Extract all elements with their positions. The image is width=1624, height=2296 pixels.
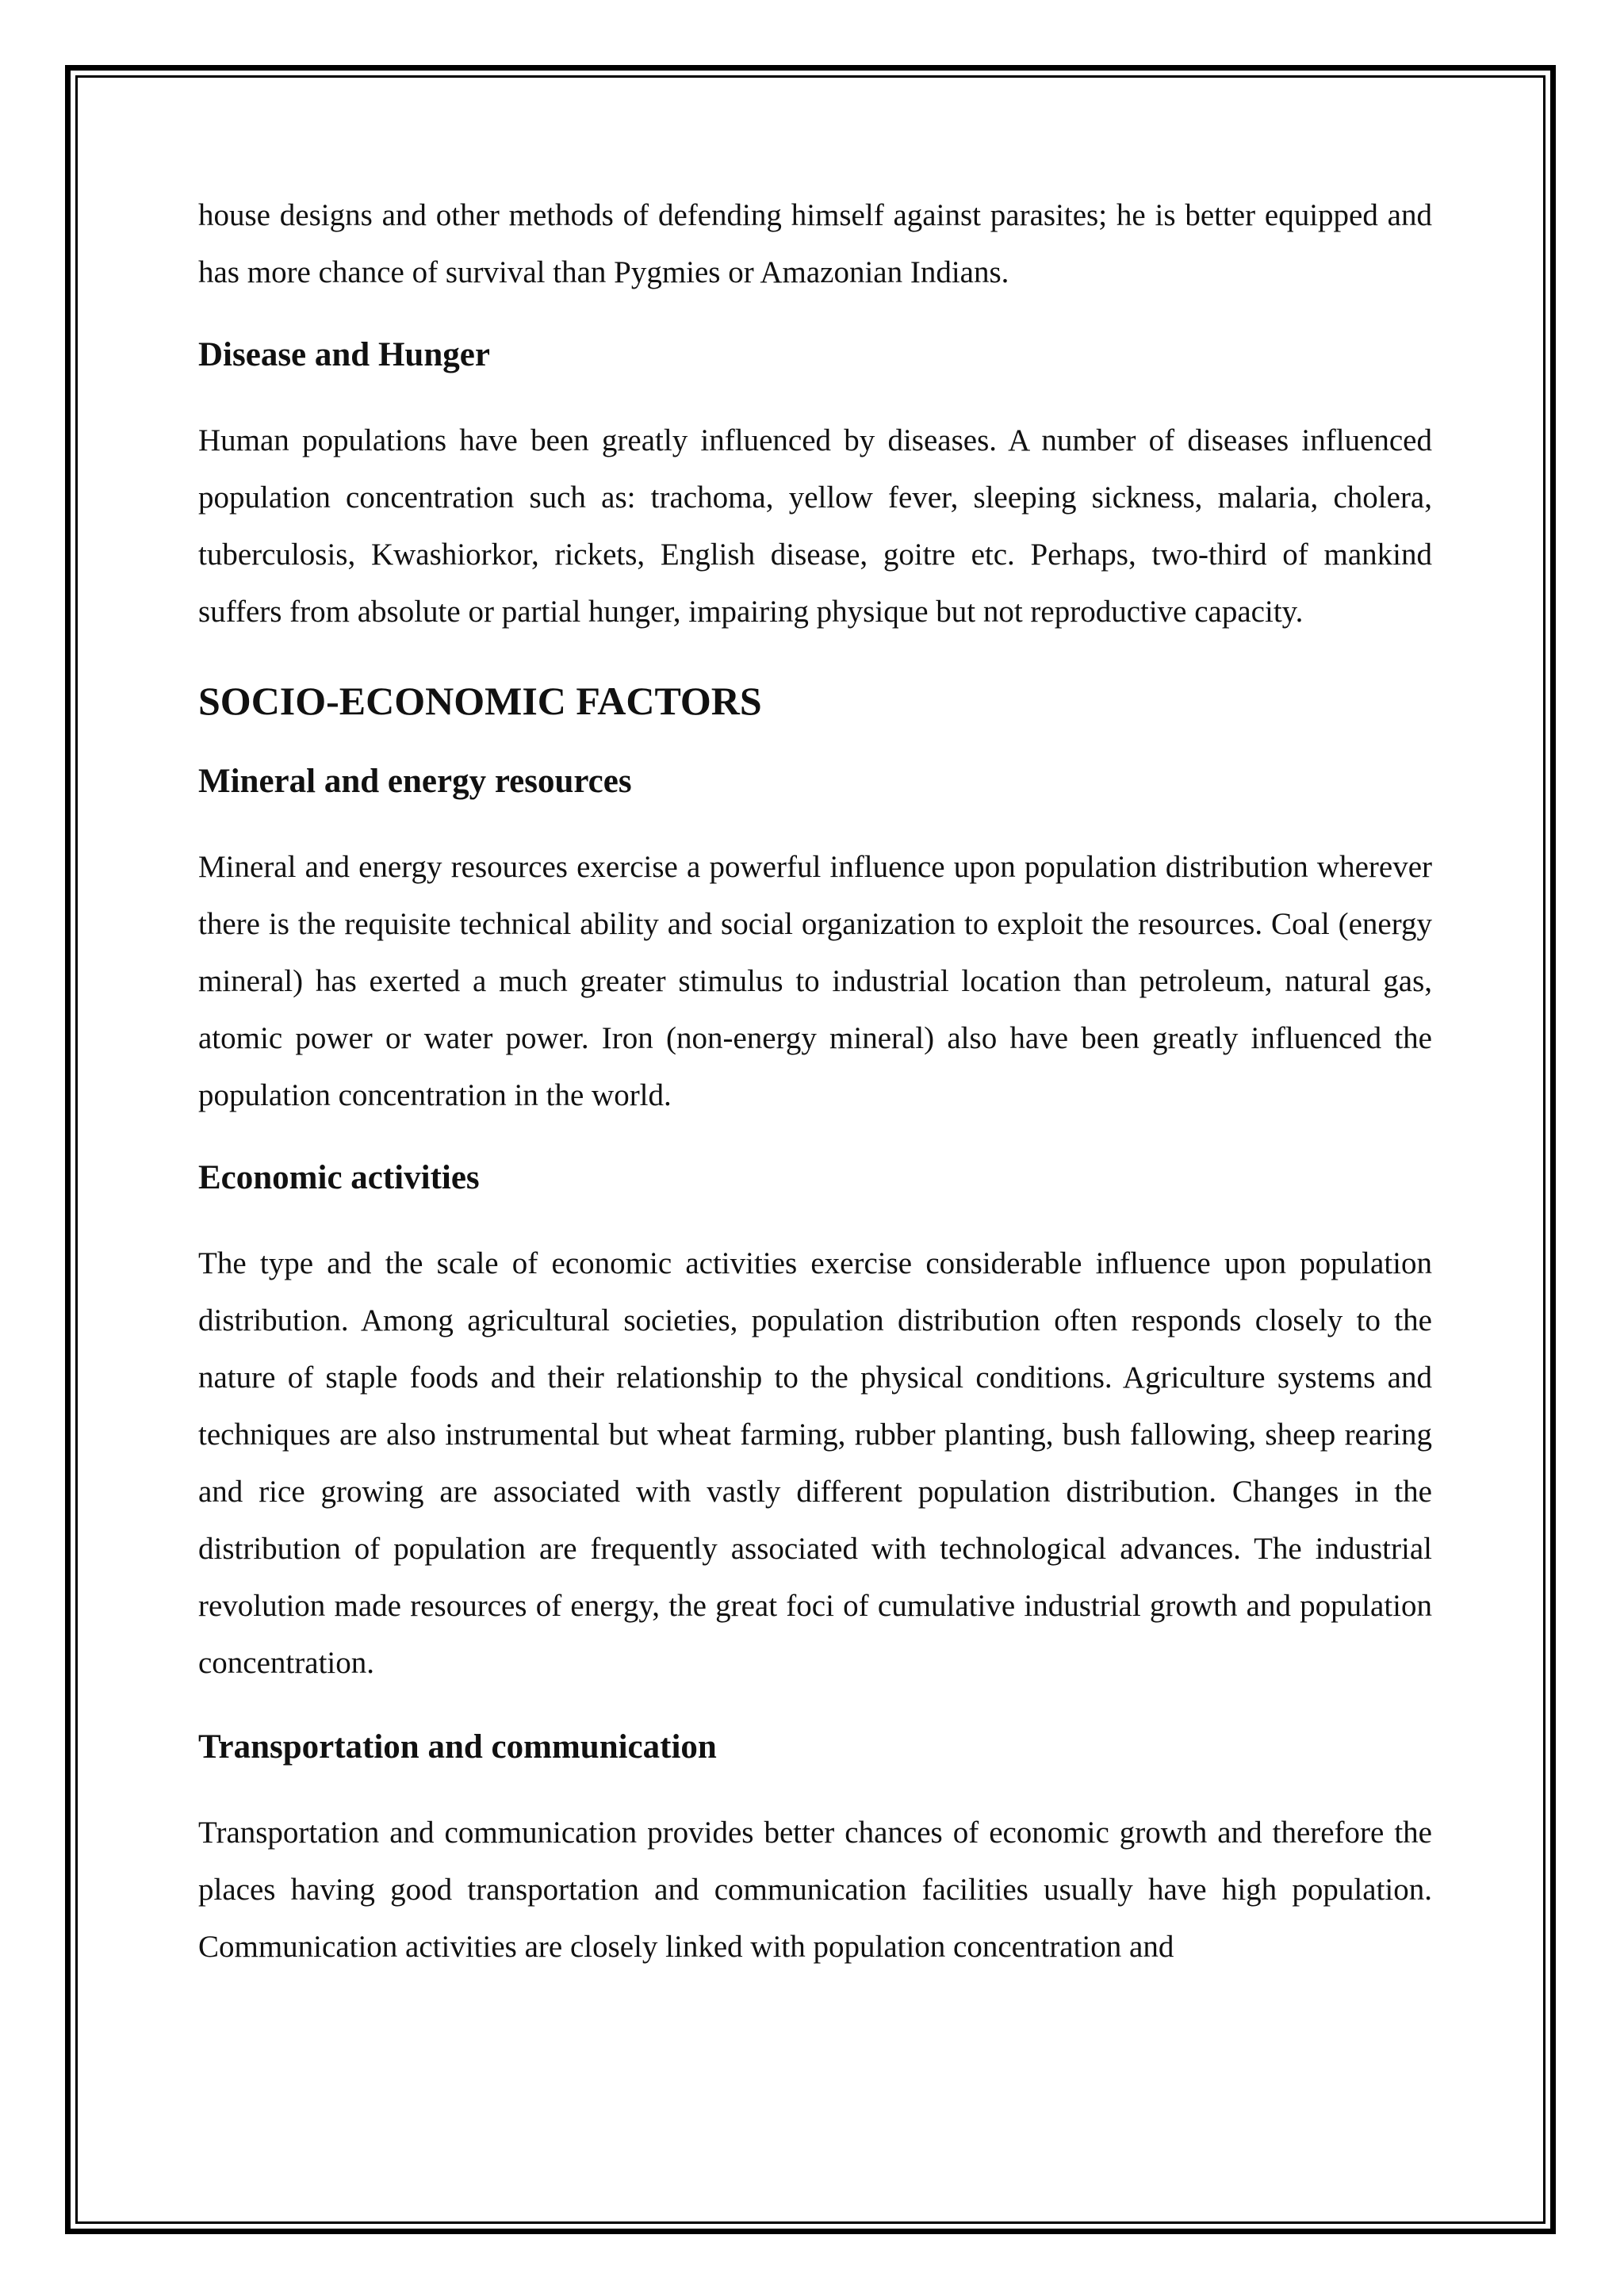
paragraph-transportation-communication: Transportation and communication provides better chances of economic growth and therefore the places having good transportation and communication facilities usually have high population. Communication activities are closely linked with population concentration and	[198, 1816, 1432, 1964]
heading-socio-economic-factors: SOCIO-ECONOMIC FACTORS	[198, 679, 762, 723]
page-content	[198, 187, 1432, 1976]
heading-economic-activities: Economic activities	[198, 1159, 480, 1196]
paragraph-disease-and-hunger: Human populations have been greatly influenced by diseases. A number of diseases influenced population concentration such as: trachoma, yellow fever, sleeping sickness, malaria, cholera, tuberculosis, Kwashiorkor, rickets, English disease, goitre etc. Perhaps, two-third of mankind suffers from absolute or partial hunger, impairing physique but not reproductive capacity.	[198, 423, 1432, 629]
heading-transportation-communication: Transportation and communication	[198, 1728, 717, 1766]
paragraph-economic-activities: The type and the scale of economic activities exercise considerable influence upon population distribution. Among agricultural societies, population distribution often responds closely to the nature of staple foods and their relationship to the physical conditions. Agriculture systems and techniques are also instrumental but wheat farming, rubber planting, bush fallowing, sheep rearing and rice growing are associated with vastly different population distribution. Changes in the distribution of population are frequently associated with technological advances. The industrial revolution made resources of energy, the great foci of cumulative industrial growth and population concentration.	[198, 1246, 1432, 1680]
intro-paragraph: house designs and other methods of defending himself against parasites; he is better equipped and has more chance of survival than Pygmies or Amazonian Indians.	[198, 198, 1432, 289]
paragraph-mineral-energy-resources: Mineral and energy resources exercise a powerful influence upon population distribution wherever there is the requisite technical ability and social organization to exploit the resources. Coal (energy mineral) has exerted a much greater stimulus to industrial location than petroleum, natural gas, atomic power or water power. Iron (non-energy mineral) also have been greatly influenced the population concentration in the world.	[198, 850, 1432, 1112]
heading-disease-and-hunger: Disease and Hunger	[198, 336, 490, 373]
heading-mineral-energy-resources: Mineral and energy resources	[198, 763, 632, 800]
